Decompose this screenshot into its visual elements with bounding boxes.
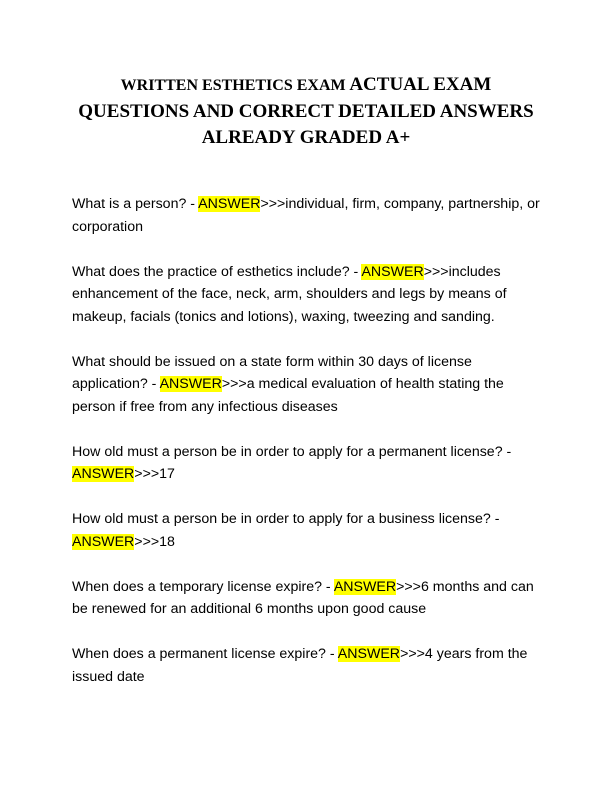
- title-line-3: ALREADY GRADED A+: [201, 127, 411, 148]
- answer-text: >>>6 months and can be renewed for an additional 6 months upon good cause: [72, 578, 534, 617]
- title-line-2: QUESTIONS AND CORRECT DETAILED ANSWERS: [78, 101, 534, 122]
- qa-item: [72, 261, 544, 329]
- question-text: What is a person? -: [72, 196, 199, 212]
- question-text: What should be issued on a state form within 30 days of license application? -: [72, 353, 472, 392]
- qa-item: [72, 508, 544, 553]
- qa-item: [72, 643, 544, 688]
- answer-text: >>>individual, firm, company, partnership, or corporation: [72, 196, 540, 235]
- question-text: When does a temporary license expire? -: [72, 578, 334, 595]
- qa-item: [72, 441, 544, 486]
- qa-item: [72, 351, 544, 419]
- qa-item: [72, 193, 544, 238]
- answer-label: ANSWER: [159, 376, 222, 392]
- answer-label: ANSWER: [333, 578, 397, 595]
- qa-list: [72, 193, 544, 711]
- question-text: How old must a person be in order to apply for a business license? -: [72, 511, 500, 527]
- answer-label: ANSWER: [72, 533, 135, 550]
- answer-text: >>>17: [134, 466, 175, 482]
- answer-text: >>>4 years from the issued date: [72, 646, 528, 685]
- answer-label: ANSWER: [361, 263, 424, 280]
- answer-label: ANSWER: [198, 196, 261, 212]
- answer-text: >>>a medical evaluation of health stating the person if free from any infectious diseases: [72, 376, 504, 415]
- answer-text: >>>18: [134, 533, 175, 550]
- answer-label: ANSWER: [72, 466, 135, 482]
- question-text: When does a permanent license expire? -: [72, 646, 338, 662]
- answer-label: ANSWER: [337, 646, 401, 662]
- title-line-1-rest: ACTUAL EXAM: [345, 74, 492, 95]
- qa-item: [72, 576, 544, 621]
- title-line-1-small: WRITTEN ESTHETICS EXAM: [120, 77, 346, 94]
- question-text: How old must a person be in order to apply for a permanent license? -: [72, 443, 512, 460]
- title-line-1: [70, 72, 542, 99]
- document-title: [70, 72, 542, 151]
- question-text: What does the practice of esthetics include? -: [72, 263, 362, 280]
- answer-text: >>>includes enhancement of the face, neck, arm, shoulders and legs by means of makeup, facials (tonics and lotions), waxing, tweezing and sanding.: [72, 263, 507, 325]
